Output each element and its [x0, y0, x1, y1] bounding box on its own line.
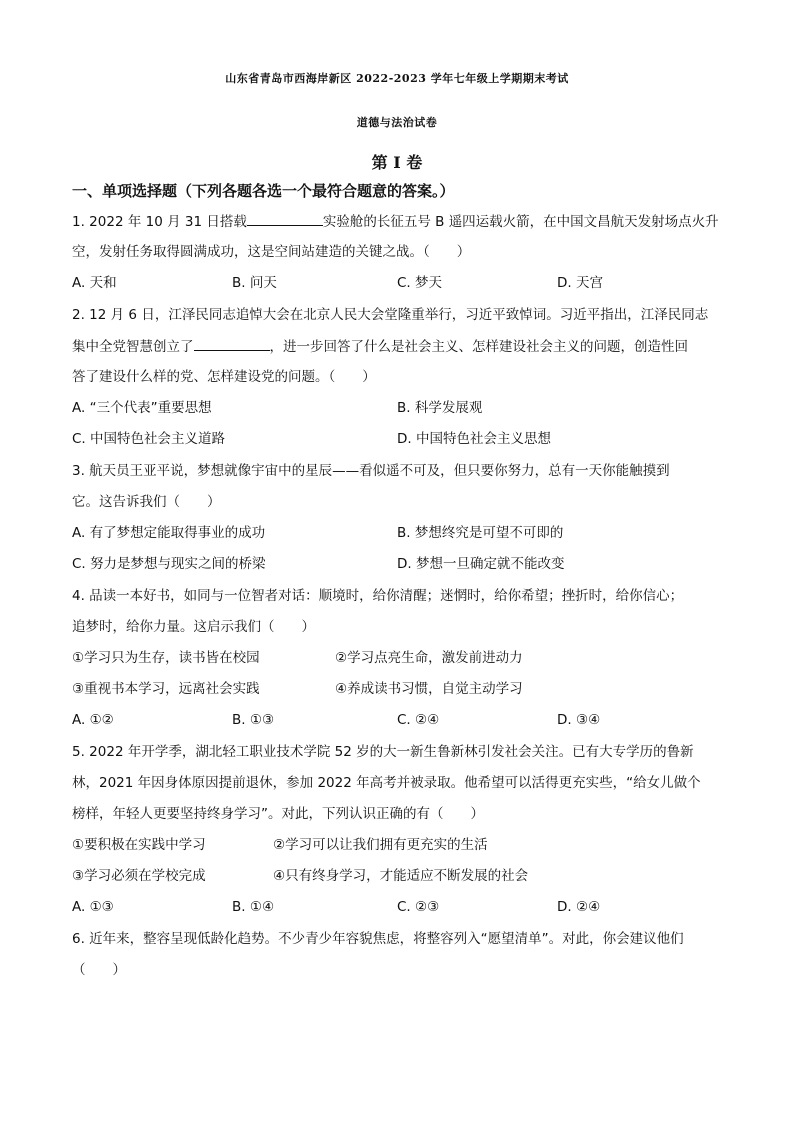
- question-2-text-post: ，进一步回答了什么是社会主义、怎样建设社会主义的问题，创造性回: [269, 339, 688, 355]
- exam-subtitle: 道德与法治试卷: [356, 116, 438, 129]
- question-2-text-pre: 集中全党智慧创立了: [72, 339, 194, 355]
- question-2-line-1: 2. 12 月 6 日，江泽民同志追悼大会在北京人民大会堂隆重举行，习近平致悼词。习近平指出，江泽民同志: [72, 307, 709, 323]
- q5-option-b: B. ①④: [232, 899, 275, 915]
- q2-option-d: D. 中国特色社会主义思想: [397, 431, 551, 447]
- q2-option-b: B. 科学发展观: [397, 400, 483, 416]
- volume-label: 第 I 卷: [371, 153, 423, 172]
- question-1-text-post: 实验舱的长征五号 B 遥四运载火箭，在中国文昌航天发射场点火升: [322, 214, 719, 230]
- q3-option-a: A. 有了梦想定能取得事业的成功: [72, 525, 266, 541]
- q4-statement-3: ③重视书本学习，远离社会实践: [72, 681, 260, 697]
- question-1-line-2: 空，发射任务取得圆满成功，这是空间站建造的关键之战。（ ）: [72, 244, 471, 260]
- q4-option-b: B. ①③: [232, 712, 275, 728]
- question-6-line-1: 6. 近年来，整容呈现低龄化趋势。不少青少年容貌焦虑，将整容列入“愿望清单”。对此，你会建议他们: [72, 931, 684, 947]
- question-4-line-2: 追梦时，给你力量。这启示我们（ ）: [72, 619, 315, 635]
- question-5-line-3: 榜样，年轻人更要坚持终身学习”。对此，下列认识正确的有（ ）: [72, 806, 484, 822]
- q3-option-c: C. 努力是梦想与现实之间的桥梁: [72, 556, 266, 572]
- q1-option-b: B. 问天: [232, 275, 277, 291]
- q4-statement-4: ④养成读书习惯，自觉主动学习: [335, 681, 523, 697]
- q1-option-d: D. 天宫: [557, 275, 603, 291]
- section-heading: 一、单项选择题（下列各题各选一个最符合题意的答案。）: [72, 182, 455, 200]
- q4-option-c: C. ②④: [397, 712, 440, 728]
- question-5-line-2: 林，2021 年因身体原因提前退休，参加 2022 年高考并被录取。他希望可以活得更充实些，“给女儿做个: [72, 775, 701, 791]
- question-2-line-2: [72, 336, 688, 357]
- q4-statement-2: ②学习点亮生命，激发前进动力: [335, 650, 523, 666]
- q1-option-c: C. 梦天: [397, 275, 443, 291]
- q5-statement-3: ③学习必须在学校完成: [72, 868, 206, 884]
- answer-blank: [247, 211, 323, 226]
- q3-option-b: B. 梦想终究是可望不可即的: [397, 525, 564, 541]
- question-1-text-pre: 1. 2022 年 10 月 31 日搭载: [72, 214, 247, 230]
- question-4-line-1: 4. 品读一本好书，如同与一位智者对话：顺境时，给你清醒；迷惘时，给你希望；挫折时，给你信心；: [72, 588, 684, 604]
- question-3-line-1: 3. 航天员王亚平说，梦想就像宇宙中的星辰——看似遥不可及，但只要你努力，总有一天你能触摸到: [72, 463, 670, 479]
- q1-option-a: A. 天和: [72, 275, 117, 291]
- question-6-line-2: （ ）: [72, 962, 126, 978]
- q5-option-a: A. ①③: [72, 899, 114, 915]
- q5-statement-2: ②学习可以让我们拥有更充实的生活: [273, 837, 488, 853]
- q2-option-c: C. 中国特色社会主义道路: [72, 431, 226, 447]
- answer-blank: [194, 336, 270, 351]
- q4-option-d: D. ③④: [557, 712, 601, 728]
- q5-statement-4: ④只有终身学习，才能适应不断发展的社会: [273, 868, 529, 884]
- question-3-line-2: 它。这告诉我们（ ）: [72, 494, 221, 510]
- q5-option-d: D. ②④: [557, 899, 601, 915]
- q5-statement-1: ①要积极在实践中学习: [72, 837, 206, 853]
- question-2-line-3: 答了建设什么样的党、怎样建设党的问题。（ ）: [72, 369, 376, 385]
- q3-option-d: D. 梦想一旦确定就不能改变: [397, 556, 565, 572]
- q4-statement-1: ①学习只为生存，读书皆在校园: [72, 650, 260, 666]
- q4-option-a: A. ①②: [72, 712, 114, 728]
- q5-option-c: C. ②③: [397, 899, 440, 915]
- question-5-line-1: 5. 2022 年开学季，湖北轻工职业技术学院 52 岁的大一新生鲁新林引发社会关注。已有大专学历的鲁新: [72, 744, 694, 760]
- exam-title: 山东省青岛市西海岸新区 2022-2023 学年七年级上学期期末考试: [225, 72, 569, 85]
- question-1-line-1: [72, 211, 719, 232]
- q2-option-a: A. “三个代表”重要思想: [72, 400, 212, 416]
